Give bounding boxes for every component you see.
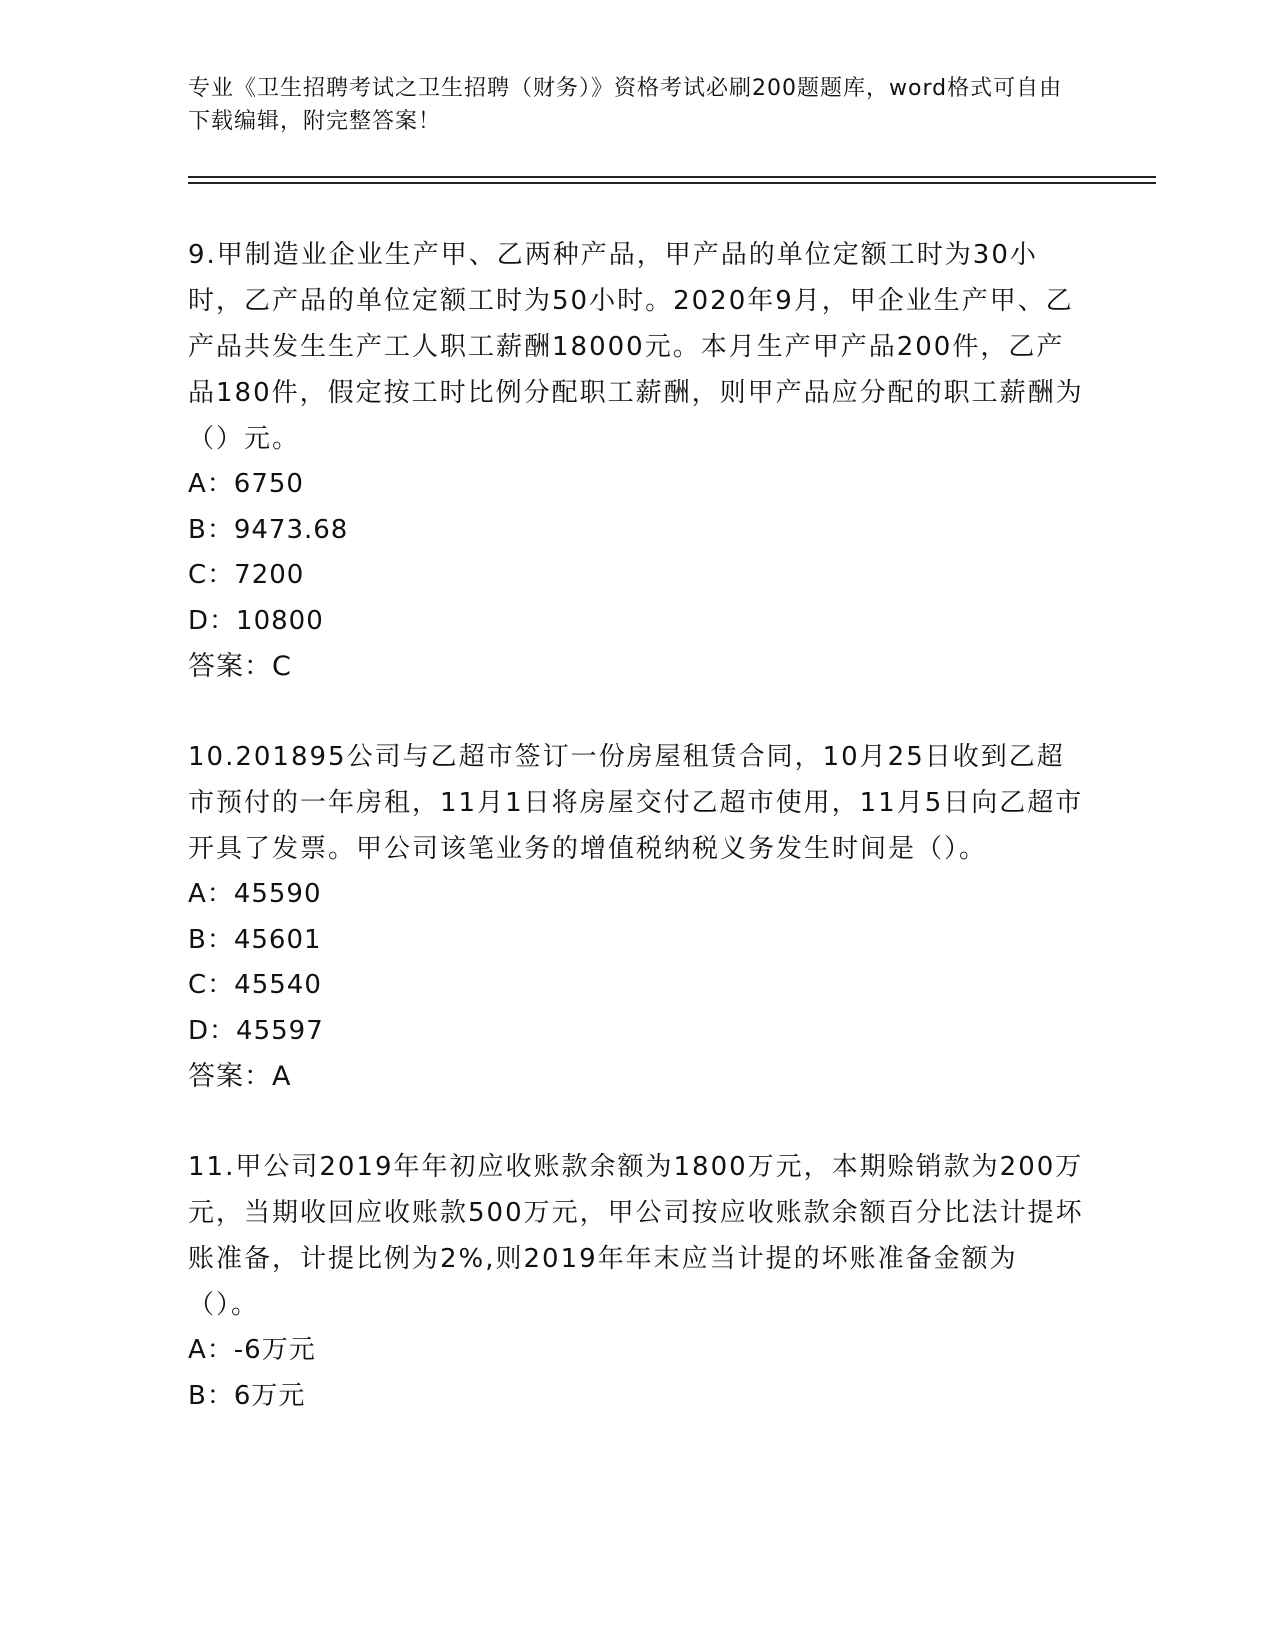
question-stem: 9.甲制造业企业生产甲、乙两种产品，甲产品的单位定额工时为30小时，乙产品的单位定额工时为50小时。2020年9月，甲企业生产甲、乙产品共发生生产工人职工薪酬18000元。本月生产甲产品200件，乙产品180件，假定按工时比例分配职工薪酬，则甲产品应分配的职工薪酬为（）元。 bbox=[188, 240, 1084, 454]
question-9 bbox=[188, 232, 1088, 690]
option-a: A：6750 bbox=[188, 469, 304, 499]
question-stem: 11.甲公司2019年年初应收账款余额为1800万元，本期赊销款为200万元，当期收回应收账款500万元，甲公司按应收账款余额百分比法计提坏账准备，计提比例为2%,则2019年年末应当计提的坏账准备金额为（）。 bbox=[188, 1152, 1084, 1320]
question-11 bbox=[188, 1144, 1088, 1419]
option-b: B：45601 bbox=[188, 924, 322, 955]
option-b: B：9473.68 bbox=[188, 514, 349, 545]
question-stem: 10.201895公司与乙超市签订一份房屋租赁合同，10月25日收到乙超市预付的一年房租，11月1日将房屋交付乙超市使用，11月5日向乙超市开具了发票。甲公司该笔业务的增值税纳税义务发生时间是（）。 bbox=[188, 742, 1084, 864]
answer-line bbox=[188, 1054, 1088, 1100]
header-divider-top bbox=[188, 176, 1156, 178]
document-header: 专业《卫生招聘考试之卫生招聘（财务）》资格考试必刷200题题库，word格式可自由下载编辑，附完整答案！ bbox=[188, 76, 1063, 134]
answer-label: 答案： bbox=[188, 651, 272, 682]
header-divider-bottom bbox=[188, 182, 1156, 184]
answer-value: A bbox=[272, 1061, 292, 1092]
option-d: D：45597 bbox=[188, 1015, 324, 1046]
answer-value: C bbox=[272, 651, 292, 682]
option-d: D：10800 bbox=[188, 605, 324, 636]
answer-line bbox=[188, 644, 1088, 690]
option-c: C：45540 bbox=[188, 970, 322, 1000]
question-list bbox=[188, 232, 1088, 1463]
option-a: A：45590 bbox=[188, 879, 322, 909]
option-c: C：7200 bbox=[188, 560, 305, 590]
answer-label: 答案： bbox=[188, 1061, 272, 1092]
option-b: B：6万元 bbox=[188, 1380, 306, 1411]
question-10 bbox=[188, 734, 1088, 1100]
option-a: A：-6万元 bbox=[188, 1335, 316, 1365]
